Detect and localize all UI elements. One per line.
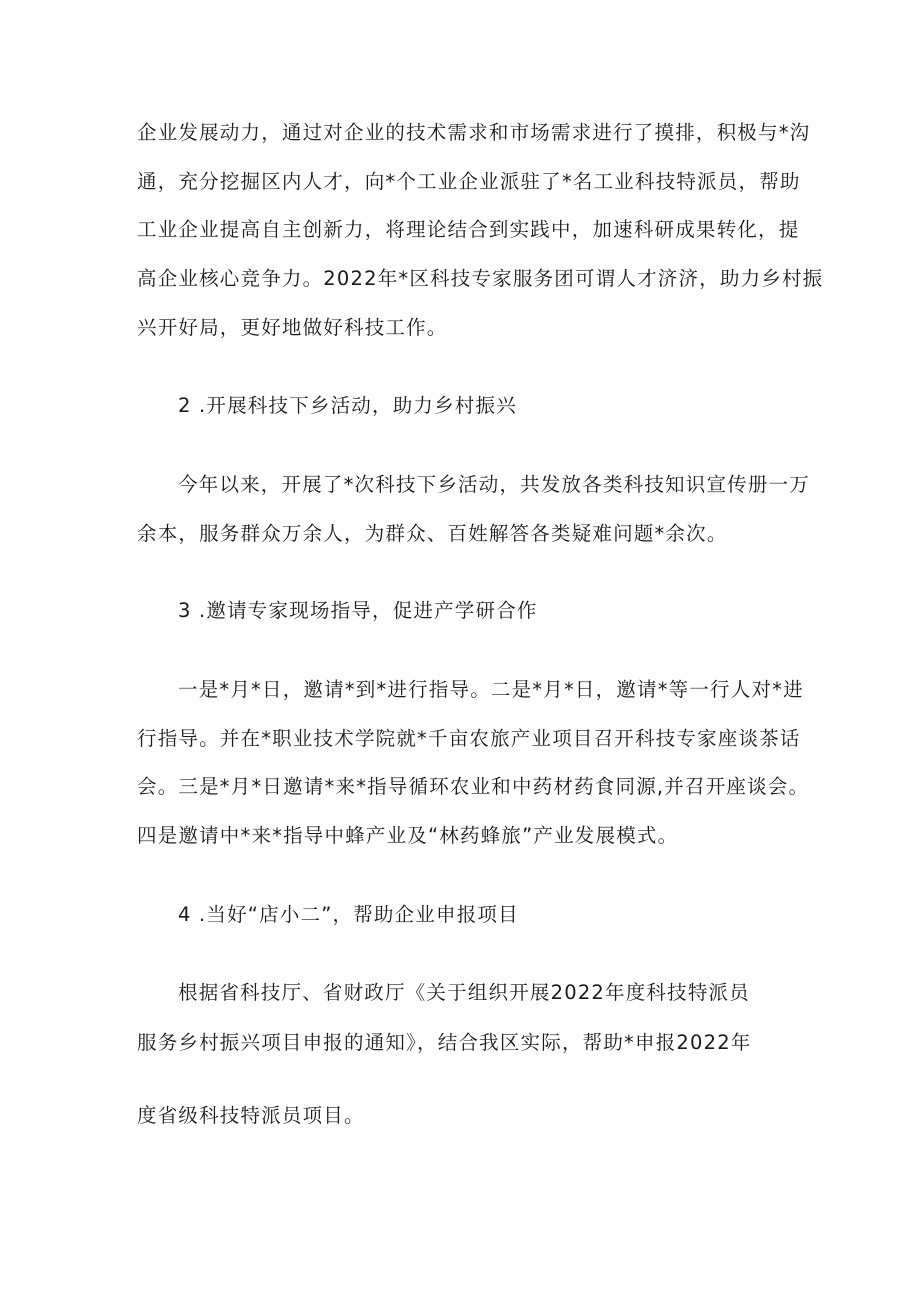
paragraph-line: 兴开好局，更好地做好科技工作。 — [137, 316, 448, 339]
section-heading-3: 3 .邀请专家现场指导，促进产学研合作 — [178, 599, 538, 622]
paragraph-line: 通，充分挖掘区内人才，向*个工业企业派驻了*名工业科技特派员，帮助 — [137, 170, 801, 193]
paragraph-line: 今年以来，开展了*次科技下乡活动，共发放各类科技知识宣传册一万 — [178, 473, 810, 496]
paragraph-line: 工业企业提高自主创新力，将理论结合到实践中，加速科研成果转化，提 — [137, 218, 800, 241]
paragraph-line: 高企业核心竞争力。2022年*区科技专家服务团可谓人才济济，助力乡村振 — [137, 267, 824, 290]
paragraph-line: 根据省科技厅、省财政厅《关于组织开展2022年度科技特派员 — [178, 981, 750, 1004]
paragraph-line: 度省级科技特派员项目。 — [137, 1104, 365, 1127]
section-heading-4: 4 .当好“店小二”，帮助企业申报项目 — [178, 903, 519, 926]
paragraph-line: 余本，服务群众万余人，为群众、百姓解答各类疑难问题*余次。 — [137, 522, 728, 545]
paragraph-line: 会。三是*月*日邀请*来*指导循环农业和中药材药食同源,并召开座谈会。 — [137, 775, 810, 798]
paragraph-line: 行指导。并在*职业技术学院就*千亩农旅产业项目召开科技专家座谈茶话 — [137, 727, 801, 750]
paragraph-line: 企业发展动力，通过对企业的技术需求和市场需求进行了摸排，积极与*沟 — [137, 121, 811, 144]
section-heading-2: 2 .开展科技下乡活动，助力乡村振兴 — [178, 394, 517, 417]
paragraph-line: 一是*月*日，邀请*到*进行指导。二是*月*日，邀请*等一行人对*进 — [178, 678, 804, 701]
paragraph-line: 四是邀请中*来*指导中蜂产业及“林药蜂旅”产业发展模式。 — [137, 824, 679, 847]
paragraph-line: 服务乡村振兴项目申报的通知》，结合我区实际，帮助*申报2022年 — [137, 1031, 752, 1054]
